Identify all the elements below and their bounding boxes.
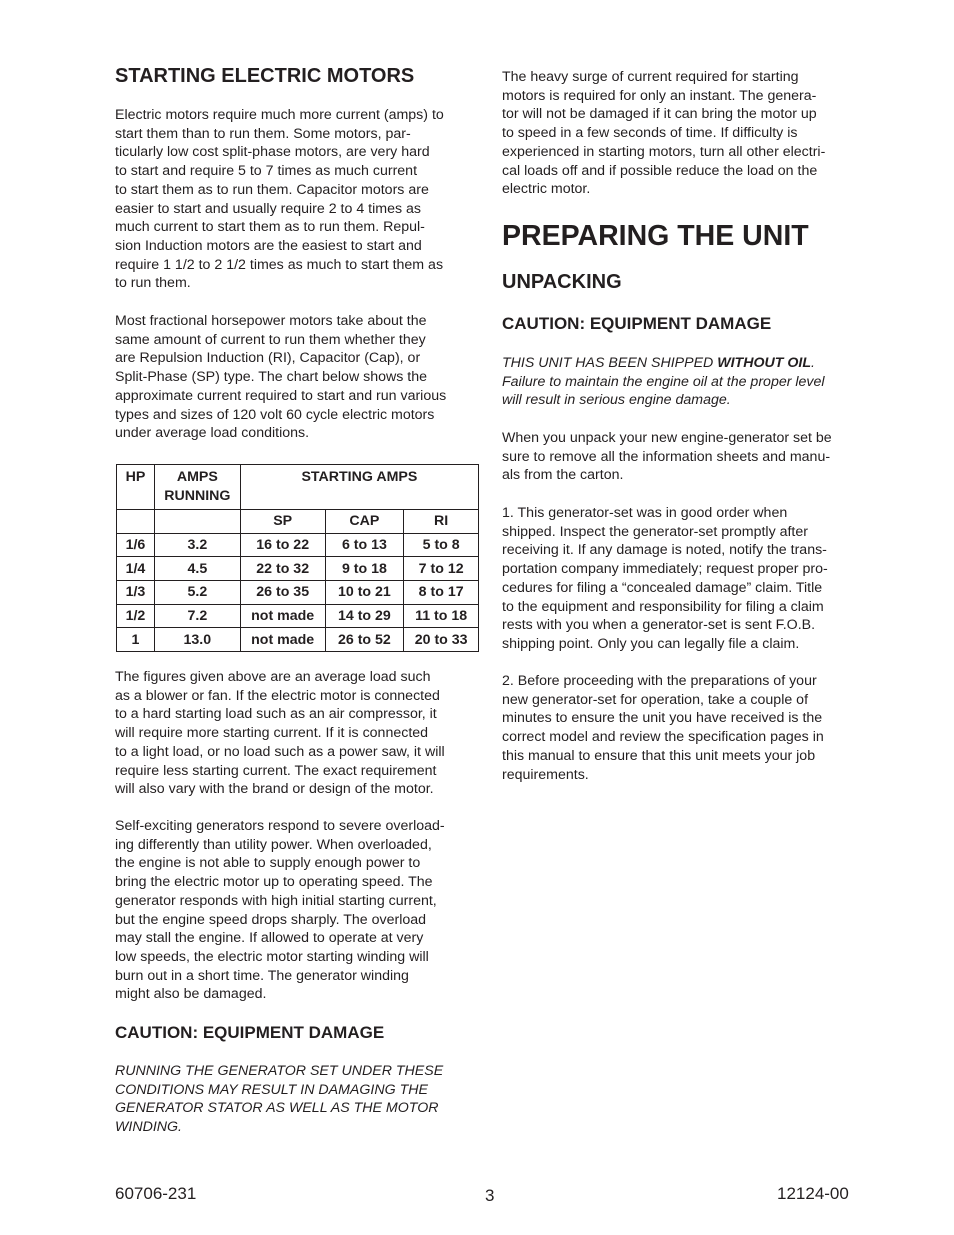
table-row: 1/2 7.2 not made 14 to 29 11 to 18 bbox=[117, 604, 479, 628]
without-oil-emphasis: WITHOUT OIL bbox=[717, 355, 811, 371]
footer-doc-number: 60706-231 bbox=[115, 1184, 197, 1203]
header-hp: HP bbox=[117, 465, 155, 510]
left-caution-text: RUNNING THE GENERATOR SET UNDER THESE CONDITIONS MAY RESULT IN DAMAGING THE GENERATOR STATOR AS WELL AS THE MOTOR WINDING. bbox=[115, 1063, 444, 1136]
table-row: 1/6 3.2 16 to 22 6 to 13 5 to 8 bbox=[117, 533, 479, 557]
table-subheader-row bbox=[117, 510, 479, 534]
starting-amps-table bbox=[116, 464, 479, 652]
page-number: 3 bbox=[485, 1186, 495, 1205]
heavy-surge-paragraph: The heavy surge of current required for starting motors is required for only an instant. The genera- tor will not be damaged if it can bring the motor up to speed in a few seconds of time. If difficulty is experienced in starting motors, turn all other electri- cal loads off and if possible reduce the load on the electric motor. bbox=[502, 69, 826, 198]
subheader-cap: CAP bbox=[325, 510, 404, 534]
table-row: 1 13.0 not made 26 to 52 20 to 33 bbox=[117, 628, 479, 652]
fractional-hp-paragraph: Most fractional horsepower motors take about the same amount of current to run them whether they are Repulsion Induction (RI), Capacitor (Cap), or Split-Phase (SP) type. The chart below shows the approximate current required to start and run various types and sizes of 120 volt 60 cycle electric motors under average load conditions. bbox=[115, 313, 447, 442]
shipped-without-oil-warning: THIS UNIT HAS BEEN SHIPPED WITHOUT OIL. Failure to maintain the engine oil at the proper level will result in serious engine damage. bbox=[502, 355, 825, 409]
right-caution-heading: CAUTION: EQUIPMENT DAMAGE bbox=[502, 314, 772, 333]
header-starting-amps: STARTING AMPS bbox=[240, 465, 478, 510]
self-exciting-paragraph: Self-exciting generators respond to severe overload- ing differently than utility power. When overloaded, the engine is not able to supply enough power to bring the electric motor up to operating speed. The generator responds with high initial starting current, but the engine speed drops sharply. The overload may stall the engine. If allowed to operate at very low speeds, the electric motor starting winding will burn out in a short time. The generator winding might also be damaged. bbox=[115, 818, 445, 1003]
average-load-paragraph: The figures given above are an average load such as a blower or fan. If the electric motor is connected to a hard starting load such as an air compressor, it will require more starting current. If it is connected to a light load, or no load such as a power saw, it will require less starting current. The exact requirement will also vary with the brand or design of the motor. bbox=[115, 669, 445, 798]
header-amps-running: AMPS RUNNING bbox=[154, 465, 240, 510]
starting-electric-motors-heading: STARTING ELECTRIC MOTORS bbox=[115, 65, 415, 87]
unpacking-heading: UNPACKING bbox=[502, 271, 622, 293]
unpack-paragraph: When you unpack your new engine-generator set be sure to remove all the information sheets and manu- als from the carton. bbox=[502, 430, 832, 484]
motor-current-paragraph: Electric motors require much more current (amps) to start them than to run them. Some motors, par- ticularly low cost split-phase motors, are very hard to start and require 5 to 7 times as much current to start them as to run them. Capacitor motors are easier to start and usually require 2 to 4 times as much current to start them as to run them. Repul- sion Induction motors are the easiest to start and require 1 1/2 to 2 1/2 times as much to start them as to run them. bbox=[115, 107, 444, 292]
left-caution-heading: CAUTION: EQUIPMENT DAMAGE bbox=[115, 1023, 385, 1042]
subheader-ri: RI bbox=[404, 510, 479, 534]
preparation-paragraph: 2. Before proceeding with the preparations of your new generator-set for operation, take a couple of minutes to ensure the unit you have received is the correct model and review the specification pages in this manual to ensure that this unit meets your job requirements. bbox=[502, 673, 824, 783]
preparing-unit-heading: PREPARING THE UNIT bbox=[502, 220, 809, 252]
table-row: 1/4 4.5 22 to 32 9 to 18 7 to 12 bbox=[117, 557, 479, 581]
inspection-paragraph: 1. This generator-set was in good order when shipped. Inspect the generator-set promptly after receiving it. If any damage is noted, notify the trans- portation company immediately; request proper pro- cedures for filing a “concealed damage” claim. Title to the equipment and responsibility for filing a claim rests with you when a generator-set is sent F.O.B. shipping point. Only you can legally file a claim. bbox=[502, 505, 828, 652]
subheader-sp: SP bbox=[240, 510, 325, 534]
table-header-row bbox=[117, 465, 479, 510]
table-row: 1/3 5.2 26 to 35 10 to 21 8 to 17 bbox=[117, 581, 479, 605]
footer-part-number: 12124-00 bbox=[777, 1184, 849, 1203]
